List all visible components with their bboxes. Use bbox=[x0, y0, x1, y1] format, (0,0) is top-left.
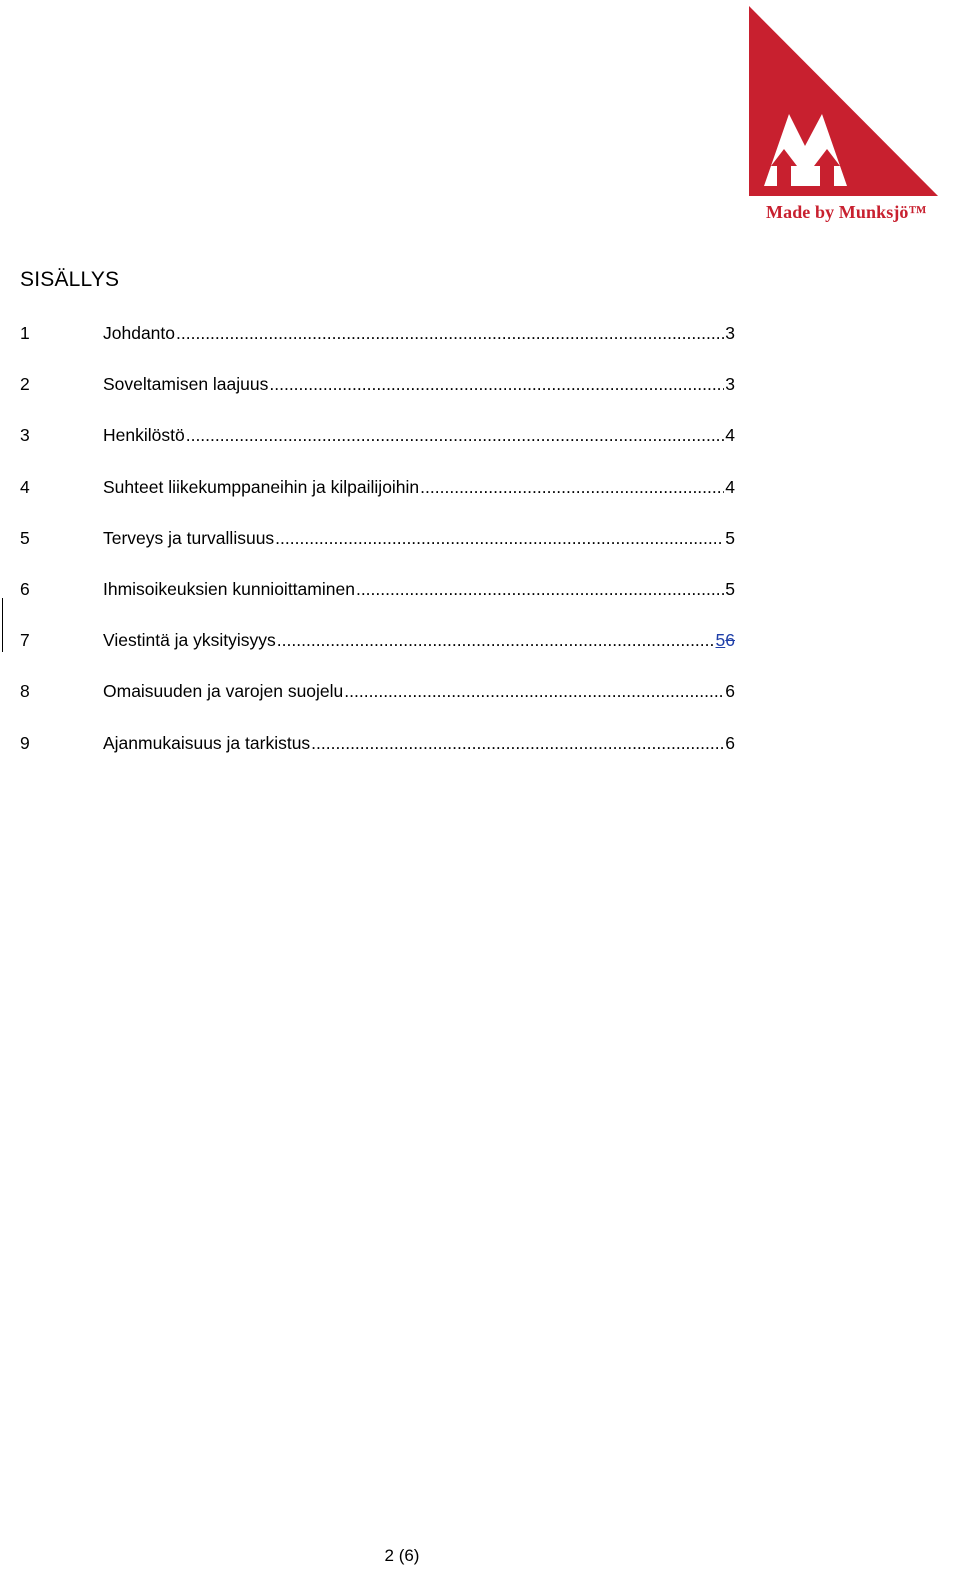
toc-entry-4[interactable] bbox=[20, 474, 735, 525]
toc-leader-dots bbox=[344, 678, 724, 704]
toc-entry-number: 5 bbox=[20, 527, 30, 548]
toc-entry-page: 3 bbox=[725, 374, 735, 395]
toc-entry-7[interactable] bbox=[20, 627, 735, 678]
toc-entry-page: 3 bbox=[725, 323, 735, 343]
toc-entry-page: 6 bbox=[725, 681, 735, 702]
toc-leader-dots bbox=[275, 525, 724, 551]
toc-entry-title[interactable]: Henkilöstö bbox=[103, 425, 185, 446]
toc-entry-title[interactable]: Suhteet liikekumppaneihin ja kilpailijoihin bbox=[103, 476, 420, 497]
toc-entry-1[interactable] bbox=[20, 320, 735, 371]
toc-entry-3[interactable] bbox=[20, 422, 735, 473]
toc-entry-page: 6 bbox=[725, 732, 735, 753]
revision-change-bar bbox=[2, 598, 3, 652]
toc-entry-page: 4 bbox=[725, 476, 735, 497]
munksjo-logo bbox=[747, 6, 947, 231]
toc-entry-title[interactable]: Ajanmukaisuus ja tarkistus bbox=[103, 732, 311, 753]
toc-entry-number: 2 bbox=[20, 374, 30, 395]
logo-mark bbox=[747, 6, 947, 196]
toc-entry-number: 3 bbox=[20, 425, 30, 446]
toc-entry-9[interactable] bbox=[20, 730, 735, 781]
toc-entry-6[interactable] bbox=[20, 576, 735, 627]
toc-entry-number: 8 bbox=[20, 681, 30, 702]
toc-entry-number: 9 bbox=[20, 732, 30, 753]
deleted-page-number: 6 bbox=[725, 630, 735, 651]
toc-entry-8[interactable] bbox=[20, 678, 735, 729]
toc-entry-title[interactable]: Ihmisoikeuksien kunnioittaminen bbox=[103, 578, 355, 599]
toc-entry-page: 5 bbox=[725, 527, 735, 548]
toc-entry-title[interactable]: Johdanto bbox=[103, 323, 176, 343]
toc-heading: SISÄLLYS bbox=[20, 268, 120, 291]
toc-leader-dots bbox=[311, 730, 724, 756]
toc-entry-5[interactable] bbox=[20, 525, 735, 576]
toc-entry-title[interactable]: Soveltamisen laajuus bbox=[103, 374, 269, 395]
toc-entry-title[interactable]: Viestintä ja yksityisyys bbox=[103, 630, 276, 651]
toc-entry-title[interactable]: Omaisuuden ja varojen suojelu bbox=[103, 681, 344, 702]
toc-entry-2[interactable] bbox=[20, 371, 735, 422]
toc-leader-dots bbox=[186, 422, 725, 448]
toc-entry-number: 7 bbox=[20, 630, 30, 651]
toc-entry-number: 6 bbox=[20, 578, 30, 599]
toc-entry-title[interactable]: Terveys ja turvallisuus bbox=[103, 527, 275, 548]
table-of-contents bbox=[20, 320, 735, 781]
logo-text: Made by Munksjö™ bbox=[766, 202, 927, 222]
toc-leader-dots bbox=[277, 627, 715, 653]
page-number-footer: 2 (6) bbox=[384, 1546, 420, 1565]
toc-entry-page: 4 bbox=[725, 425, 735, 446]
toc-leader-dots bbox=[176, 320, 724, 346]
toc-leader-dots bbox=[269, 371, 724, 397]
toc-leader-dots bbox=[420, 474, 724, 500]
toc-entry-number: 4 bbox=[20, 476, 30, 497]
toc-entry-number: 1 bbox=[20, 323, 30, 343]
toc-entry-page-revised bbox=[716, 627, 735, 653]
inserted-page-number: 5 bbox=[715, 630, 726, 651]
toc-leader-dots bbox=[356, 576, 724, 602]
toc-entry-page: 5 bbox=[725, 578, 735, 599]
